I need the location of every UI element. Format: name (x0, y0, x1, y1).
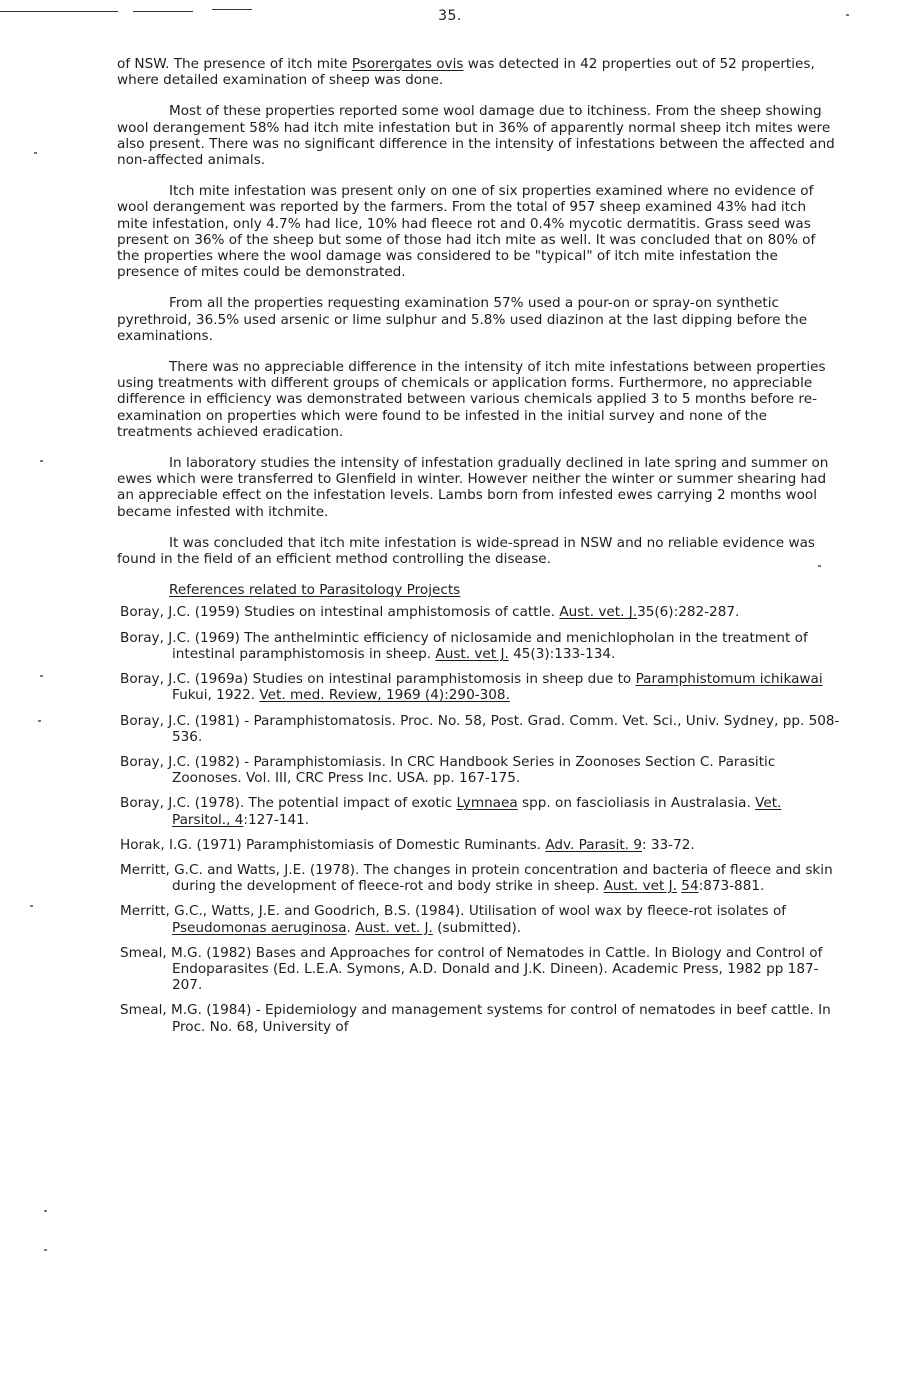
text-run: Smeal, M.G. (1984) - Epidemiology and management systems for control of nematodes in beef cattle. In Proc. No. 68, University of (120, 1002, 831, 1035)
text-run: Boray, J.C. (1959) Studies on intestinal amphistomosis of cattle. (120, 604, 560, 621)
text-run: spp. on fascioliasis in Australasia. (517, 795, 756, 812)
text-run: Merritt, G.C., Watts, J.E. and Goodrich, B.S. (1984). Utilisation of wool wax by fleece-rot isolates of (120, 903, 787, 920)
body-text (117, 56, 839, 1044)
scan-speck (40, 675, 43, 677)
text-run: From all the properties requesting examination 57% used a pour-on or spray-on synthetic pyrethroid, 36.5% used arsenic or lime sulphur and 5.8% used diazinon at the last dipping before the examinations. (117, 295, 808, 344)
text-run: Most of these properties reported some wool damage due to itchiness. From the sheep showing wool derangement 58% had itch mite infestation but in 36% of apparently normal sheep itch mites were also present. There was no significant difference in the intensity of infestations between the affected and non-affected animals. (117, 103, 835, 169)
text-run: Fukui, 1922. (172, 687, 260, 704)
reference-item (120, 630, 842, 662)
underlined-text: Vet. med. Review, 1969 (4):290-308. (259, 687, 510, 704)
references-list (120, 604, 842, 1034)
reference-item (120, 795, 842, 827)
paragraph (117, 455, 839, 520)
paragraph (117, 295, 839, 344)
text-run: of NSW. The presence of itch mite (117, 56, 352, 72)
underlined-text: Aust. vet J. (435, 645, 509, 662)
underlined-text: 54 (681, 878, 699, 895)
scan-speck (44, 1210, 47, 1212)
scan-speck (44, 1249, 47, 1251)
text-run: Boray, J.C. (1969a) Studies on intestinal paramphistomosis in sheep due to (120, 671, 636, 688)
scan-speck (40, 460, 43, 462)
scan-speck (34, 152, 37, 154)
text-run: :873-881. (698, 878, 765, 895)
paragraph (117, 183, 839, 280)
underlined-text: Lymnaea (456, 795, 518, 812)
text-run: Merritt, G.C. and Watts, J.E. (1978). The changes in protein concentration and bacteria of fleece and skin during the development of fleece-rot and body strike in sheep. (120, 861, 833, 895)
paragraph (117, 359, 839, 440)
underlined-text: Vet. Parsitol., 4 (172, 795, 782, 828)
text-run: . (346, 919, 356, 936)
reference-item (120, 862, 842, 894)
text-run: :127-141. (243, 811, 310, 828)
text-run: In laboratory studies the intensity of infestation gradually declined in late spring and summer on ewes which were transferred to Glenfield in winter. However neither the winter or summer shearing had an appreciable effect on the infestation levels. Lambs born from infested ewes carrying 2 months wool became infested with itchmite. (117, 455, 829, 520)
underlined-text: Aust. vet J. (603, 878, 677, 895)
references-heading: References related to Parasitology Projects (169, 582, 461, 599)
reference-item (120, 754, 842, 786)
text-run: Boray, J.C. (1978). The potential impact of exotic (120, 795, 457, 812)
paragraph (117, 535, 839, 567)
text-run: : 33-72. (641, 836, 695, 853)
text-run: It was concluded that itch mite infestation is wide-spread in NSW and no reliable evidence was found in the field of an efficient method controlling the disease. (117, 534, 815, 568)
text-run: (submitted). (432, 919, 522, 936)
reference-item (120, 604, 842, 620)
text-run: 45(3):133-134. (508, 645, 616, 662)
text-run: 35(6):282-287. (637, 604, 740, 621)
reference-item (120, 945, 842, 994)
reference-item (120, 713, 842, 745)
paragraph (117, 103, 839, 168)
text-run: Boray, J.C. (1981) - Paramphistomatosis. Proc. No. 58, Post. Grad. Comm. Vet. Sci., Univ. Sydney, pp. 508-536. (120, 712, 840, 745)
scan-speck (30, 905, 33, 907)
reference-item (120, 1002, 842, 1034)
underlined-text: Paramphistomum ichikawai (635, 671, 823, 688)
text-run: was detected in 42 properties out of 52 properties, where detailed examination of sheep was done. (117, 56, 815, 89)
text-run: Boray, J.C. (1969) The anthelmintic efficiency of niclosamide and menichlopholan in the treatment of intestinal paramphistomosis in sheep. (120, 629, 808, 662)
reference-item (120, 837, 842, 853)
reference-item (120, 671, 842, 703)
underlined-text: Aust. vet. J. (355, 919, 433, 936)
text-run: There was no appreciable difference in the intensity of itch mite infestations between properties using treatments with different groups of chemicals or application forms. Furthermore, no appreciable difference in efficiency was demonstrated between various chemicals applied 3 to 5 months before re-examination on properties which were found to be infested in the initial survey and none of the treatments achieved eradication. (117, 359, 826, 440)
underlined-text: Pseudomonas aeruginosa (172, 919, 347, 936)
scan-speck (38, 720, 41, 722)
paragraph (117, 56, 839, 88)
text-run: Boray, J.C. (1982) - Paramphistomiasis. In CRC Handbook Series in Zoonoses Section C. Parasitic Zoonoses. Vol. III, CRC Press Inc. USA. pp. 167-175. (120, 753, 776, 787)
text-run: Smeal, M.G. (1982) Bases and Approaches for control of Nematodes in Cattle. In Biology and Control of Endoparasites (Ed. L.E.A. Symons, A.D. Donald and J.K. Dineen). Academic Press, 1982 pp 187-207. (120, 944, 823, 994)
page-number: 35. (438, 8, 462, 24)
underlined-text: Adv. Parasit. 9 (545, 836, 642, 853)
text-run: Horak, I.G. (1971) Paramphistomiasis of Domestic Ruminants. (120, 836, 546, 853)
text-run: Itch mite infestation was present only on one of six properties examined where no evidence of wool derangement was reported by the farmers. From the total of 957 sheep examined 43% had itch mite infestation, only 4.7% had lice, 10% had fleece rot and 0.4% mycotic dermatitis. Grass seed was present on 36% of the sheep but some of those had itch mite as well. It was concluded that on 80% of the properties where the wool damage was considered to be "typical" of itch mite infestation the presence of mites could be demonstrated. (117, 183, 816, 281)
reference-item (120, 903, 842, 935)
underlined-text: Aust. vet. J. (559, 604, 638, 621)
underlined-text: Psorergates ovis (351, 56, 464, 72)
